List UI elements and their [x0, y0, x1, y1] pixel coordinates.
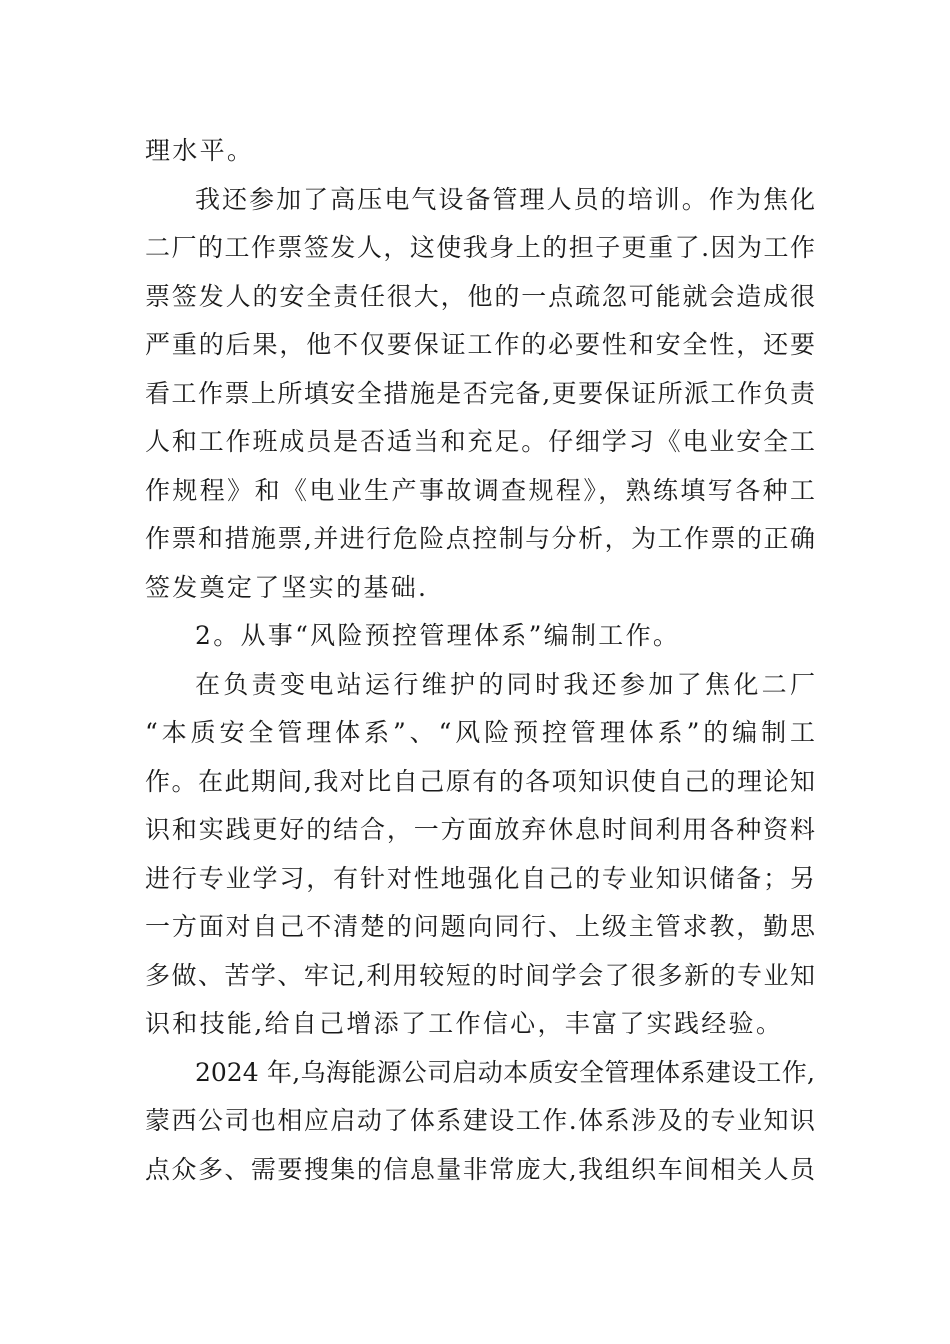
text-line: 2024 年,乌海能源公司启动本质安全管理体系建设工作, — [195, 1057, 815, 1087]
text-line: 严重的后果，他不仅要保证工作的必要性和安全性，还要 — [145, 330, 815, 359]
text-line: 我还参加了高压电气设备管理人员的培训。作为焦化 — [195, 184, 815, 214]
text-line: 签发奠定了坚实的基础. — [145, 572, 429, 602]
text-line: 作。在此期间,我对比自己原有的各项知识使自己的理论知 — [145, 766, 815, 796]
text-line: “本质安全管理体系”、“风险预控管理体系”的编制工 — [145, 718, 815, 747]
text-line: 多做、苦学、牢记,利用较短的时间学会了很多新的专业知 — [145, 960, 815, 990]
text-line: 作规程》和《电业生产事故调查规程》，熟练填写各种工 — [145, 475, 815, 505]
text-line: 蒙西公司也相应启动了体系建设工作.体系涉及的专业知识 — [145, 1106, 815, 1135]
text-line: 看工作票上所填安全措施是否完备,更要保证所派工作负责 — [145, 378, 815, 408]
text-line: 二厂的工作票签发人，这使我身上的担子更重了.因为工作 — [145, 233, 815, 262]
text-line: 识和技能,给自己增添了工作信心，丰富了实践经验。 — [145, 1009, 784, 1038]
text-line: 理水平。 — [145, 136, 255, 165]
document-body — [145, 127, 815, 1194]
text-line: 人和工作班成员是否适当和充足。仔细学习《电业安全工 — [145, 427, 815, 456]
text-line: 作票和措施票,并进行危险点控制与分析，为工作票的正确 — [145, 524, 815, 553]
text-line: 一方面对自己不清楚的问题向同行、上级主管求教，勤思 — [145, 912, 815, 941]
text-line: 进行专业学习，有针对性地强化自己的专业知识储备；另 — [145, 863, 815, 893]
text-line: 在负责变电站运行维护的同时我还参加了焦化二厂 — [195, 669, 815, 699]
text-line: 识和实践更好的结合，一方面放弃休息时间利用各种资料 — [145, 815, 815, 844]
text-line: 票签发人的安全责任很大，他的一点疏忽可能就会造成很 — [145, 281, 815, 311]
text-line: 点众多、需要搜集的信息量非常庞大,我组织车间相关人员 — [145, 1154, 815, 1184]
text-line: 2。从事“风险预控管理体系”编制工作。 — [195, 621, 681, 650]
